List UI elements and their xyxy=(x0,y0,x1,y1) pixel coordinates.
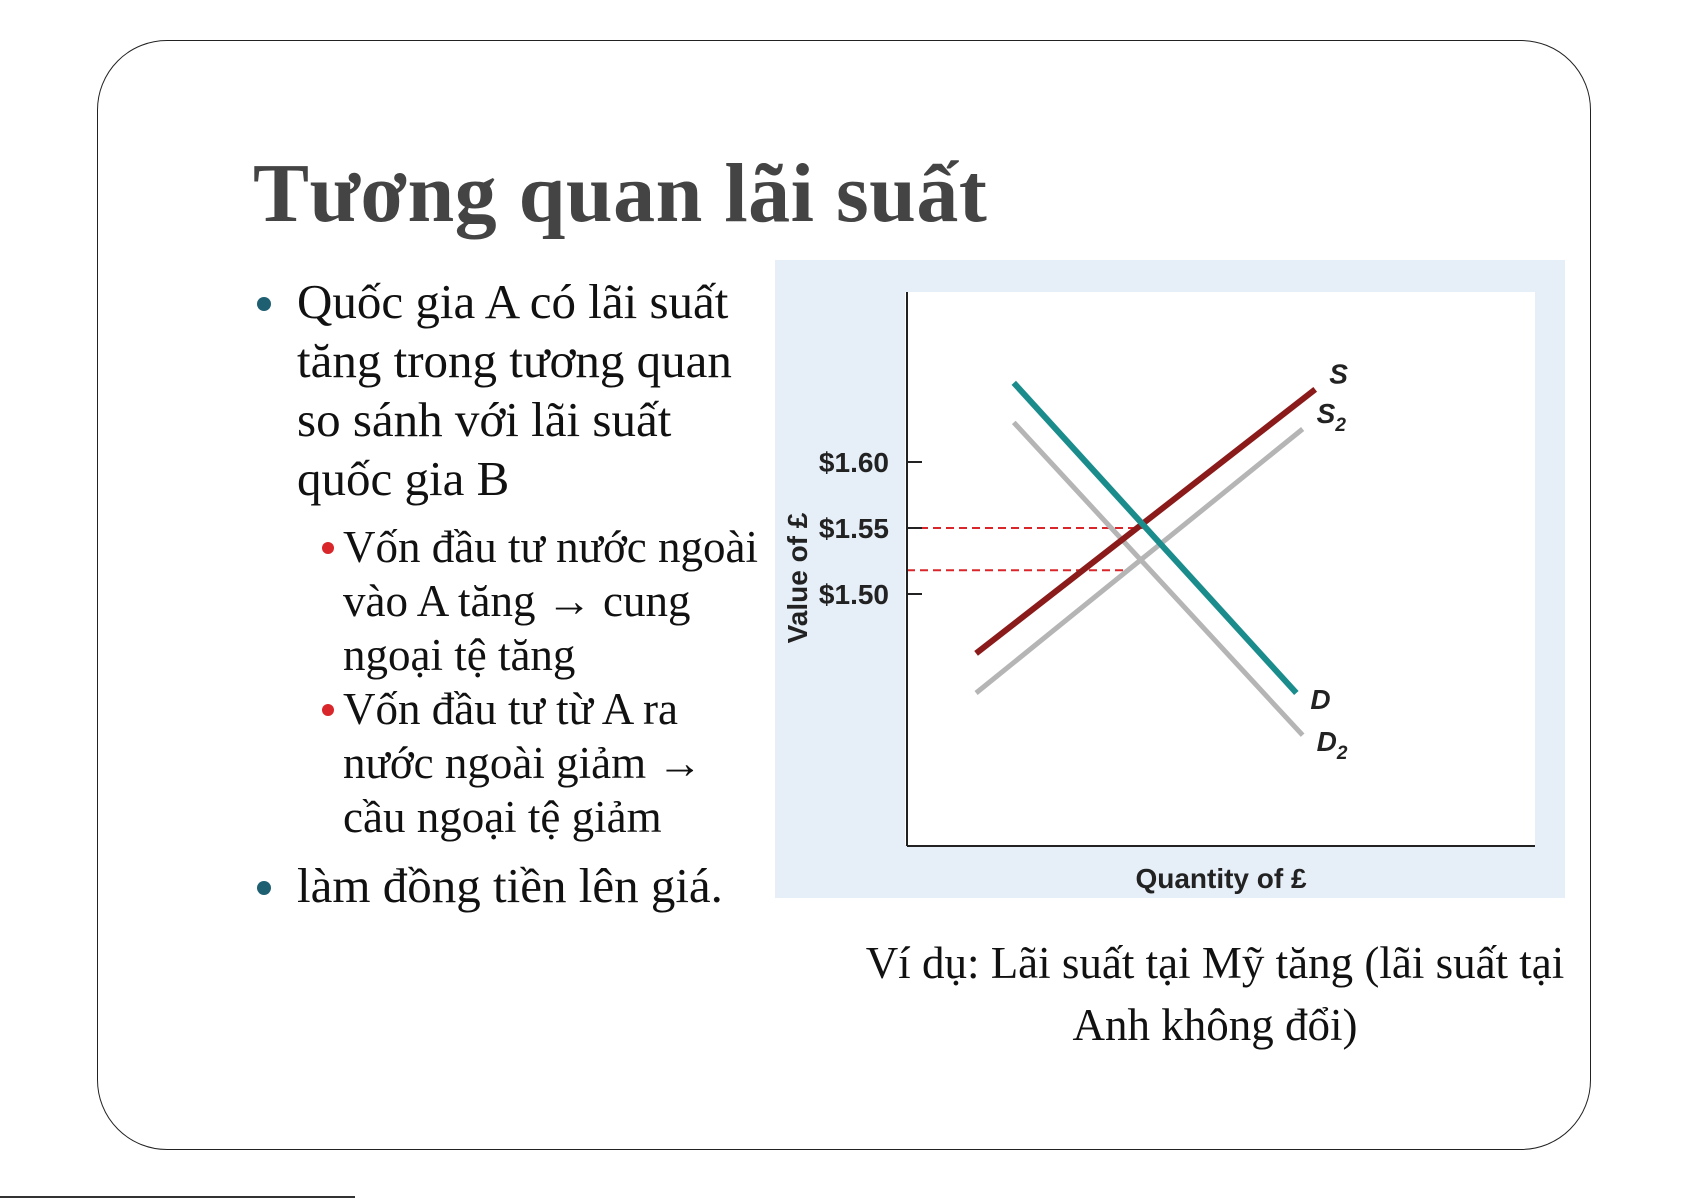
sub-bullet-item: Vốn đầu tư từ A ra nước ngoài giảm → cầu ngoại tệ giảm xyxy=(297,682,770,844)
curve-label-s: S xyxy=(1329,358,1348,390)
slide-title: Tương quan lãi suất xyxy=(253,147,988,240)
chart-panel xyxy=(775,260,1565,898)
y-tick-label: $1.55 xyxy=(818,513,889,544)
sub-bullet-list xyxy=(297,520,770,844)
curve-label-d: D xyxy=(1310,684,1331,715)
sub-bullet-item: Vốn đầu tư nước ngoài vào A tăng → cung ngoại tệ tăng xyxy=(297,520,770,682)
bullet-list xyxy=(250,272,770,915)
chart-caption: Ví dụ: Lãi suất tại Mỹ tăng (lãi suất tại Anh không đổi) xyxy=(865,938,1565,1050)
y-axis-label: Value of £ xyxy=(782,512,813,644)
curve-label-d2: $D_2$ xyxy=(1316,726,1348,765)
plot-area xyxy=(905,292,1535,845)
y-tick-label: $1.60 xyxy=(818,447,889,478)
x-axis-label: Quantity of £ xyxy=(1135,863,1307,894)
bullet-item: làm đồng tiền lên giá. xyxy=(250,856,770,915)
supply-demand-chart xyxy=(775,260,1565,898)
curve-label-s2: $S_2$ xyxy=(1316,398,1346,436)
bullet-item xyxy=(250,272,770,844)
y-tick-label: $1.50 xyxy=(818,579,889,610)
bullet-text: Quốc gia A có lãi suất tăng trong tương quan so sánh với lãi suất quốc gia B xyxy=(297,274,732,506)
